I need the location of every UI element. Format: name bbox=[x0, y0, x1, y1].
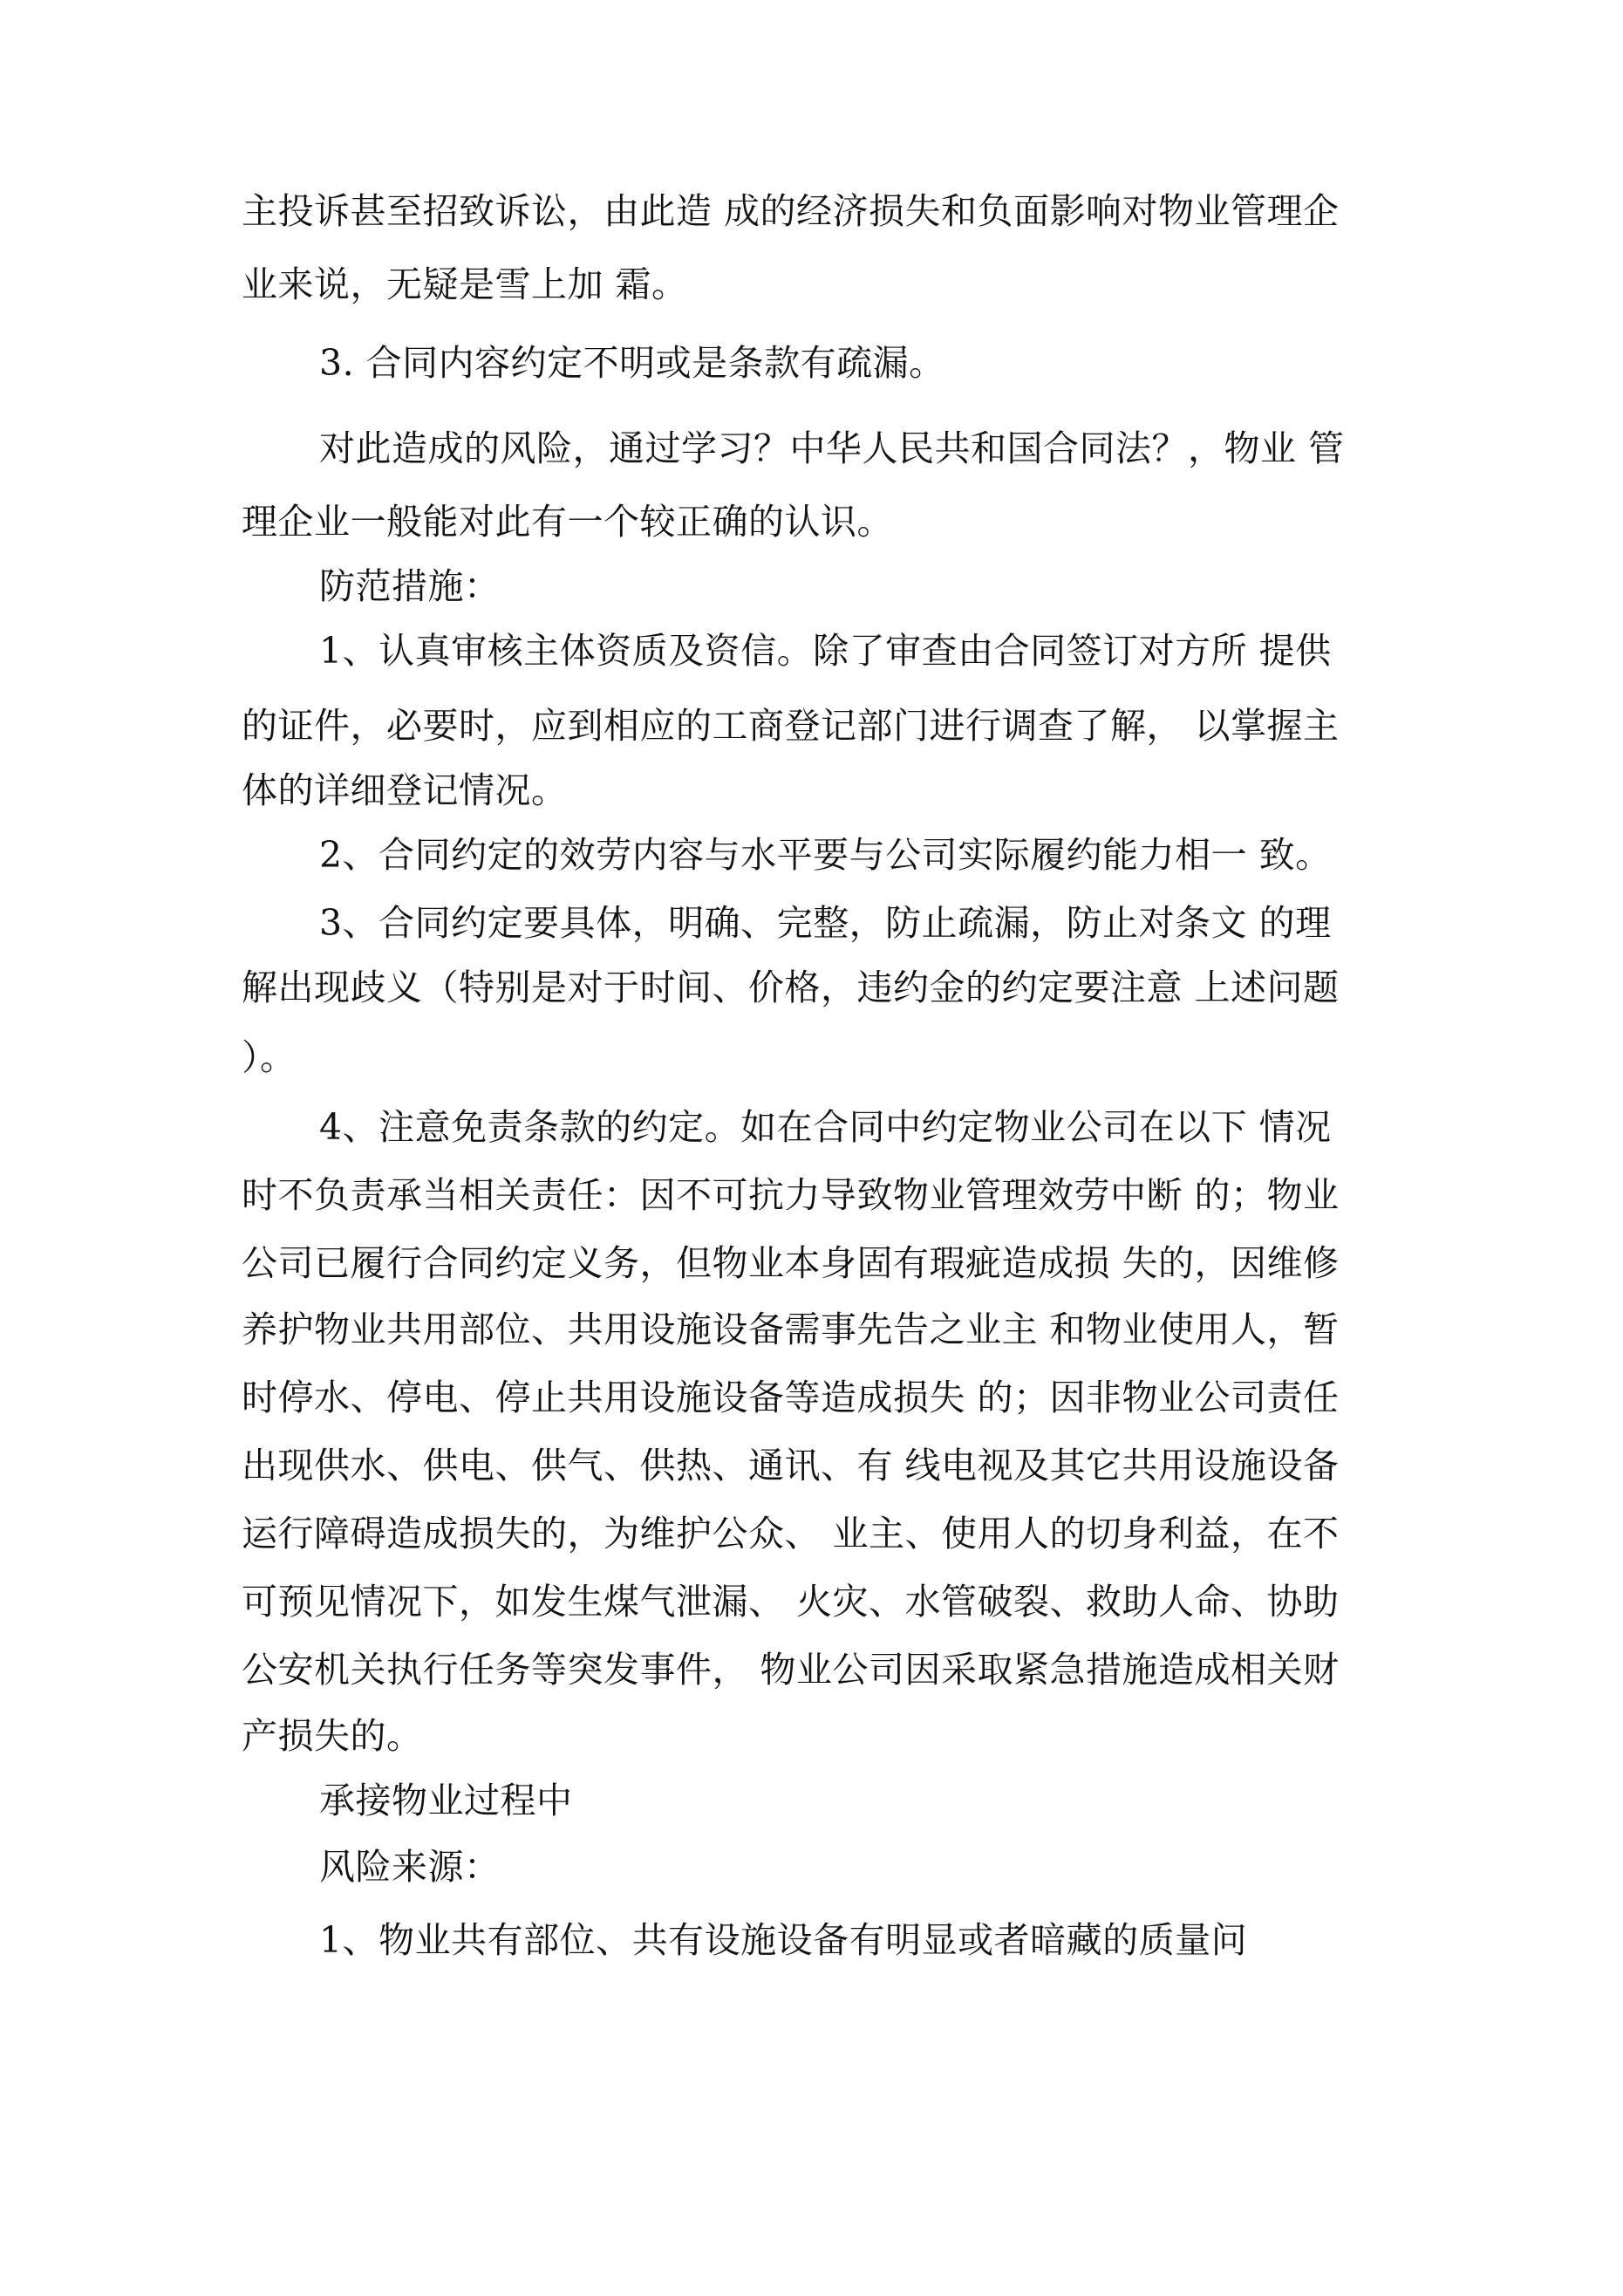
text-line: 养护物业共用部位、共用设施设备需事先告之业主 和物业使用人，暂 bbox=[242, 1309, 1340, 1350]
text-line: 业来说，无疑是雪上加 霜。 bbox=[242, 263, 688, 305]
text-line: 公安机关执行任务等突发事件， 物业公司因采取紧急措施造成相关财 bbox=[242, 1649, 1340, 1691]
text-line: 公司已履行合同约定义务，但物业本身固有瑕疵造成损 失的，因维修 bbox=[242, 1242, 1340, 1284]
section-heading: 防范措施： bbox=[319, 565, 501, 607]
section-heading: 风险来源： bbox=[319, 1846, 501, 1888]
text-line: 出现供水、供电、供气、供热、通讯、有 线电视及其它共用设施设备 bbox=[242, 1445, 1340, 1486]
text-line: 产损失的。 bbox=[242, 1715, 423, 1757]
text-line: 运行障碍造成损失的，为维护公众、 业主、使用人的切身利益，在不 bbox=[242, 1513, 1340, 1555]
text-line: 体的详细登记情况。 bbox=[242, 769, 568, 811]
text-line: 时停水、停电、停止共用设施设备等造成损失 的；因非物业公司责任 bbox=[242, 1377, 1340, 1418]
text-line: 4、注意免责条款的约定。如在合同中约定物业公司在以下 情况 bbox=[319, 1106, 1332, 1148]
section-heading: 承接物业过程中 bbox=[319, 1780, 573, 1821]
text-line: 的证件，必要时，应到相应的工商登记部门进行调查了解， 以掌握主 bbox=[242, 705, 1340, 747]
text-line: 3. 合同内容约定不明或是条款有疏漏。 bbox=[319, 342, 945, 384]
text-line: 主投诉甚至招致诉讼，由此造 成的经济损失和负面影响对物业管理企 bbox=[242, 190, 1340, 232]
text-line: 时不负责承当相关责任：因不可抗力导致物业管理效劳中断 的；物业 bbox=[242, 1174, 1340, 1216]
text-line: 1、物业共有部位、共有设施设备有明显或者暗藏的质量问 bbox=[319, 1919, 1248, 1961]
text-line: 3、合同约定要具体，明确、完整，防止疏漏，防止对条文 的理 bbox=[319, 902, 1332, 944]
text-line: 对此造成的风险，通过学习？中华人民共和国合同法？，物业 管 bbox=[319, 427, 1345, 469]
text-line: 解出现歧义（特别是对于时间、价格，违约金的约定要注意 上述问题 bbox=[242, 967, 1340, 1008]
text-line: ）。 bbox=[242, 1036, 297, 1078]
text-line: 可预见情况下，如发生煤气泄漏、 火灾、水管破裂、救助人命、协助 bbox=[242, 1581, 1340, 1623]
text-line: 1、认真审核主体资质及资信。除了审查由合同签订对方所 提供 bbox=[319, 630, 1332, 672]
text-line: 理企业一般能对此有一个较正确的认识。 bbox=[242, 501, 893, 543]
text-line: 2、合同约定的效劳内容与水平要与公司实际履约能力相一 致。 bbox=[319, 834, 1332, 876]
